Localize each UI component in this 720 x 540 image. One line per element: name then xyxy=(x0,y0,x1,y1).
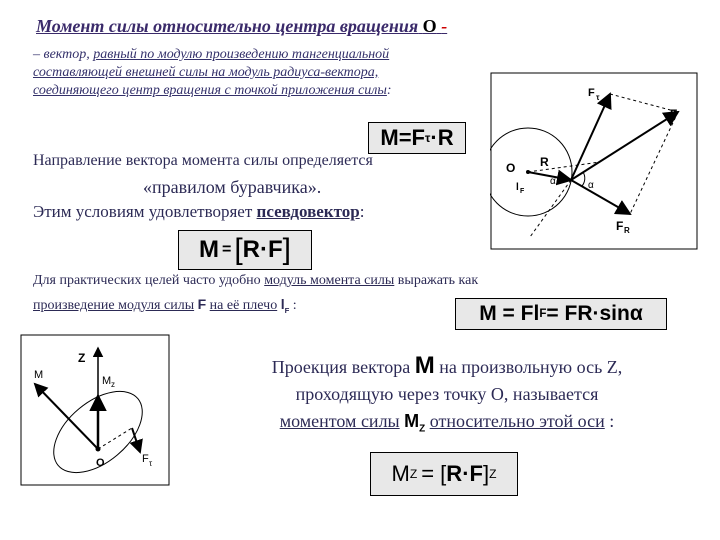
projection-colon: : xyxy=(609,411,615,431)
practical-f: F xyxy=(197,296,207,312)
direction-line2: «правилом буравчика». xyxy=(143,177,322,197)
practical-colon: : xyxy=(292,298,297,313)
direction-line3-pre: Этим условиям удовлетворяет xyxy=(33,202,253,221)
label-ft2-tau: τ xyxy=(149,459,153,468)
practical-l: $l_F$ xyxy=(280,296,290,315)
projection-text xyxy=(182,352,712,443)
formula3-dot: · xyxy=(592,302,600,325)
formula2-open-bracket: [ xyxy=(234,233,243,266)
formula3-sin: sin xyxy=(599,302,630,325)
formula1-tau: τ xyxy=(425,131,431,145)
practical-line2 xyxy=(33,296,297,315)
formula-moment-tau xyxy=(368,122,466,154)
label-alpha-1: α xyxy=(550,176,556,187)
formula1-dot: · xyxy=(430,125,438,150)
formula-moment-magnitude xyxy=(455,298,667,330)
formula4-eq: = [ xyxy=(421,461,447,486)
formula3-a: M = F xyxy=(479,302,534,325)
formula4-msub: Z xyxy=(409,467,418,481)
label-fr-sub: R xyxy=(624,226,630,235)
label-mz-sub: z xyxy=(111,380,115,389)
formula4-zsub: Z xyxy=(489,467,497,481)
formula4-f: F xyxy=(469,461,483,486)
formula2-r: R xyxy=(242,236,260,263)
definition-text xyxy=(33,46,463,100)
label-lf-sub: F xyxy=(520,188,525,195)
formula2-dot: · xyxy=(260,236,268,263)
direction-line3 xyxy=(33,202,364,222)
projection-line2: проходящую через точку O, называется xyxy=(295,384,599,404)
formula1-m: M=F xyxy=(380,125,425,150)
axis-moment-diagram xyxy=(20,334,170,486)
definition-lead: – вектор, xyxy=(33,47,90,62)
formula4-close: ] xyxy=(482,461,490,486)
title-main: Момент силы относительно центра вращения xyxy=(36,16,419,36)
title-point: O xyxy=(422,16,437,36)
origin-point xyxy=(96,447,101,452)
pseudovector-link: псевдовектор xyxy=(256,202,360,221)
label-o: O xyxy=(506,161,516,175)
practical-line1 xyxy=(33,273,478,289)
formula2-close-bracket: ] xyxy=(282,233,292,266)
formula3-l: l xyxy=(533,302,540,325)
label-f: F xyxy=(670,107,678,121)
label-ft-tau: τ xyxy=(596,93,600,102)
label-m: M xyxy=(34,369,44,381)
label-alpha-2: α xyxy=(588,180,594,191)
slide-title xyxy=(36,16,447,37)
practical-line1-post: выражать как xyxy=(397,273,479,288)
projection-line1 xyxy=(182,352,712,381)
diagram1-frame xyxy=(491,73,697,249)
label-ft2: F xyxy=(142,453,149,465)
title-dash: - xyxy=(441,16,448,36)
formula-axis-moment xyxy=(370,452,518,496)
projection-line1-pre: Проекция вектора xyxy=(271,357,411,377)
label-z: Z xyxy=(78,351,86,365)
projection-line3 xyxy=(182,408,712,443)
formula-pseudovector xyxy=(178,230,312,270)
label-mz: M xyxy=(102,375,112,387)
formula2-eq: = xyxy=(221,241,232,258)
practical-line1-pre: Для практических целей часто удобно xyxy=(33,273,261,288)
label-fr: F xyxy=(616,219,624,233)
formula2-f: F xyxy=(268,236,283,263)
torque-diagram xyxy=(490,72,698,250)
label-lf: l xyxy=(516,182,519,193)
definition-body: равный по модулю произведению тангенциальной составляющей внешней силы на модуль радиуса-вектора, соединяющего центр вращения с точкой приложения силы xyxy=(33,47,390,98)
formula3-lsub: F xyxy=(539,308,547,320)
projection-line1-post: на произвольную ось Z, xyxy=(439,357,623,377)
label-ft: F xyxy=(588,87,595,99)
formula4-m: M xyxy=(391,461,410,486)
projection-mz: $M_Z$ xyxy=(404,411,426,435)
label-o2: O xyxy=(96,457,105,469)
practical-line2-b: на её плечо xyxy=(209,298,278,313)
projection-m: M xyxy=(414,352,435,379)
practical-link: модуль момента силы xyxy=(264,273,395,288)
direction-line1: Направление вектора момента силы определяется xyxy=(33,152,373,169)
formula4-r: R xyxy=(446,461,463,486)
definition-colon: : xyxy=(386,83,392,98)
projection-moment-link: моментом силы xyxy=(279,411,400,431)
projection-axis-link: относительно этой оси xyxy=(429,411,605,431)
formula3-b: = FR xyxy=(546,302,593,325)
formula2-lhs: M xyxy=(198,236,219,263)
direction-line3-post: : xyxy=(359,202,365,221)
label-r: R xyxy=(540,155,549,169)
formula1-r: R xyxy=(437,125,454,150)
practical-line2-a: произведение модуля силы xyxy=(33,298,195,313)
formula3-alpha: α xyxy=(629,302,643,325)
formula4-dot: · xyxy=(462,461,470,486)
